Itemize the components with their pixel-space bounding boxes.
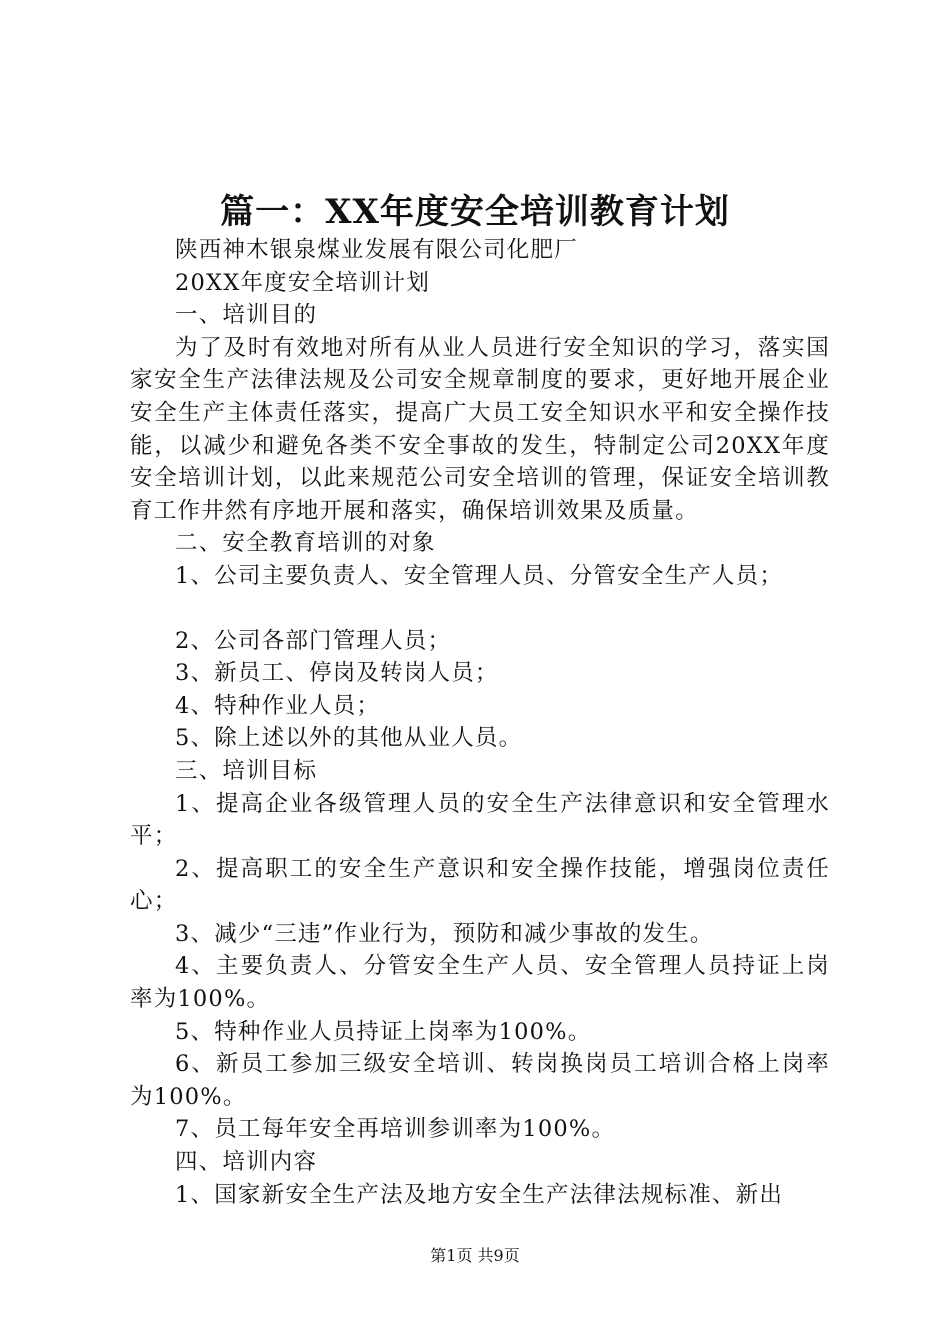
paragraph-company: 陕西神木银泉煤业发展有限公司化肥厂 <box>175 237 578 263</box>
list-item: 7、员工每年安全再培训参训率为100%。 <box>175 1116 616 1143</box>
document-title: 篇一：XX年度安全培训教育计划 <box>220 192 730 232</box>
list-item: 5、特种作业人员持证上岗率为100%。 <box>175 1018 592 1045</box>
heading-targets: 二、安全教育培训的对象 <box>175 530 436 557</box>
paragraph-purpose: 为了及时有效地对所有从业人员进行安全知识的学习，落实国家安全生产法律法规及公司安全规章制度的要求，更好地开展企业安全生产主体责任落实，提高广大员工安全知识水平和安全操作技能，以减少和避免各类不安全事故的发生，特制定公司20XX年度安全培训计划，以此来规范公司安全培训的管理，保证安全培训教育工作井然有序地开展和落实，确保培训效果及质量。 <box>130 334 830 524</box>
heading-goals: 三、培训目标 <box>175 757 318 784</box>
list-item: 5、除上述以外的其他从业人员。 <box>175 725 523 752</box>
list-item: 1、公司主要负责人、安全管理人员、分管安全生产人员； <box>175 562 784 589</box>
list-item: 4、主要负责人、分管安全生产人员、安全管理人员持证上岗率为100%。 <box>130 953 830 1013</box>
list-item: 2、提高职工的安全生产意识和安全操作技能，增强岗位责任心； <box>130 855 830 915</box>
page-footer: 第1页 共9页 <box>430 1246 520 1265</box>
list-item: 4、特种作业人员； <box>175 692 381 719</box>
document-body <box>130 234 830 1211</box>
list-item: 3、减少“三违”作业行为，预防和减少事故的发生。 <box>175 920 714 947</box>
heading-purpose: 一、培训目的 <box>175 302 318 329</box>
list-item: 3、新员工、停岗及转岗人员； <box>175 660 499 687</box>
list-item: 1、国家新安全生产法及地方安全生产法律法规标准、新出 <box>175 1181 784 1208</box>
list-item: 6、新员工参加三级安全培训、转岗换岗员工培训合格上岗率为100%。 <box>130 1051 830 1110</box>
paragraph-plan-name: 20XX年度安全培训计划 <box>175 269 431 296</box>
heading-content: 四、培训内容 <box>175 1149 318 1176</box>
blank-line <box>130 593 830 625</box>
list-item: 2、公司各部门管理人员； <box>175 627 452 654</box>
list-item: 1、提高企业各级管理人员的安全生产法律意识和安全管理水平； <box>130 790 830 850</box>
